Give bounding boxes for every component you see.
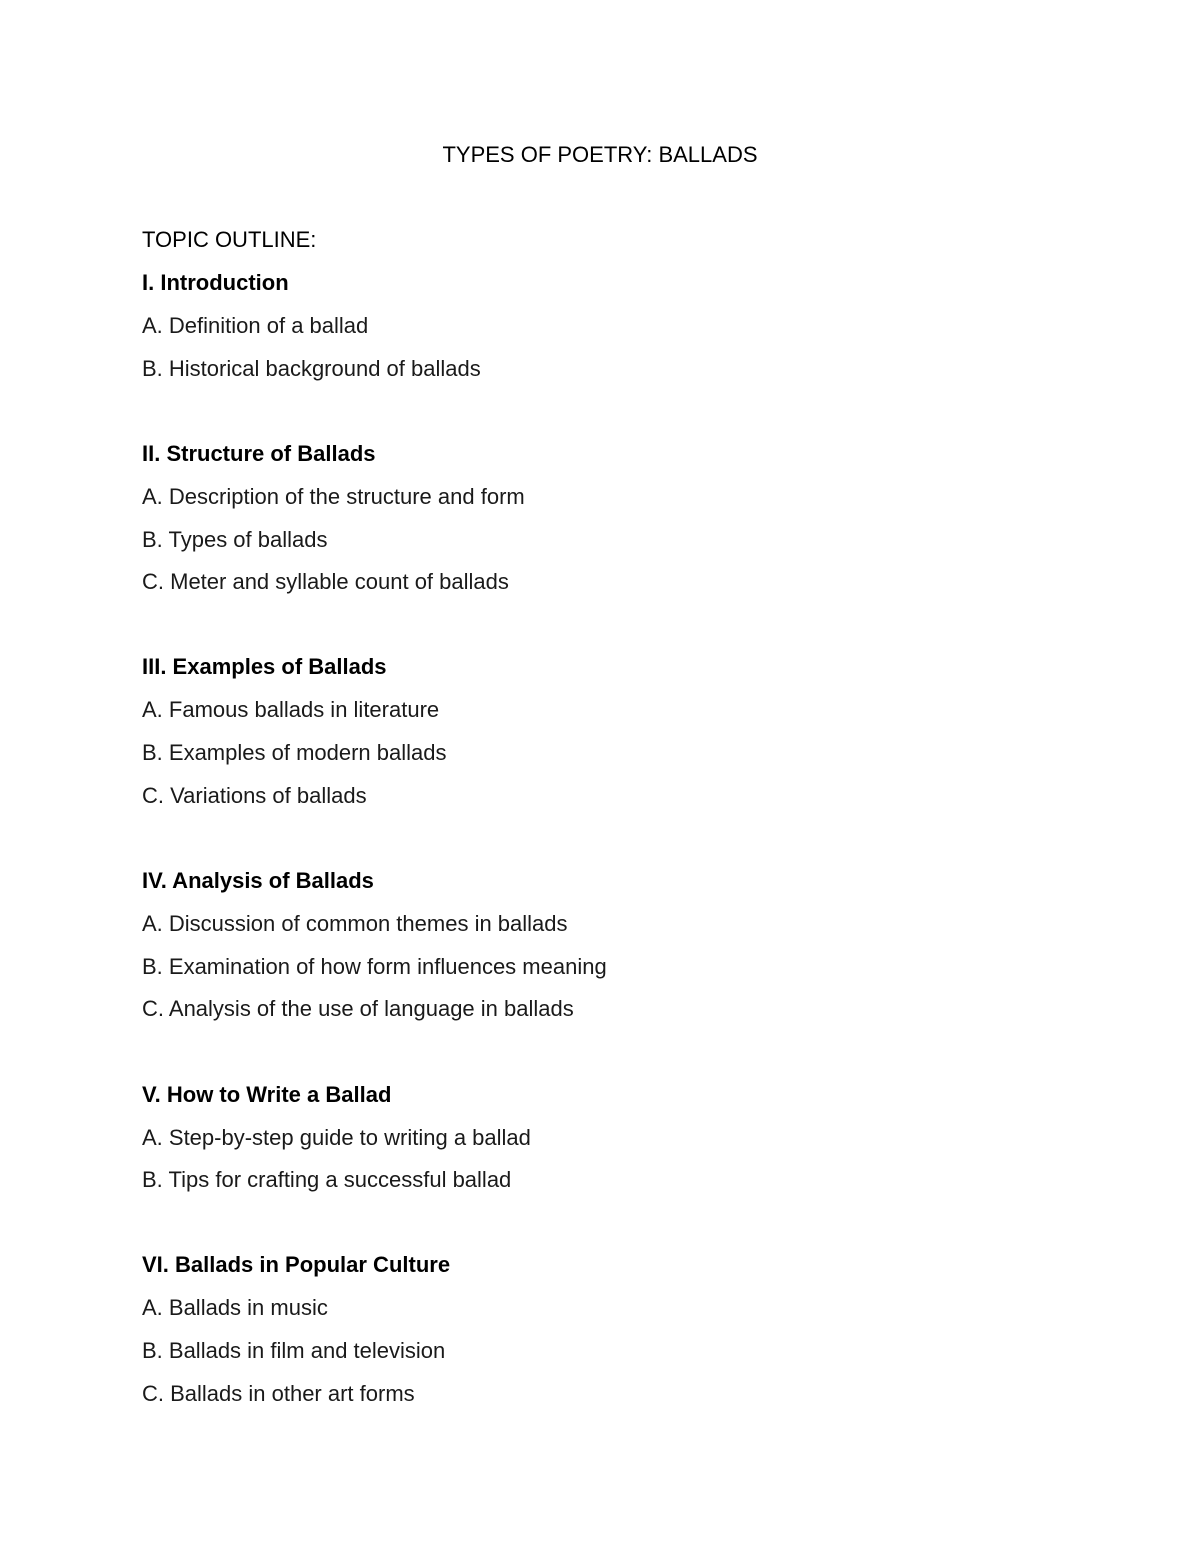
outline-label: TOPIC OUTLINE: — [142, 227, 317, 252]
outline-sections — [142, 269, 1042, 1423]
outline-section — [142, 867, 1042, 1038]
outline-section — [142, 440, 1042, 611]
section-item: B. Types of ballads — [142, 526, 328, 552]
outline-section — [142, 653, 1042, 824]
section-item: C. Ballads in other art forms — [142, 1380, 415, 1406]
section-item: C. Meter and syllable count of ballads — [142, 569, 509, 595]
section-heading: VI. Ballads in Popular Culture — [142, 1252, 451, 1278]
section-item: B. Examination of how form influences meaning — [142, 953, 607, 979]
outline-section — [142, 1081, 1042, 1209]
section-heading: I. Introduction — [142, 270, 289, 295]
section-heading: V. How to Write a Ballad — [142, 1081, 392, 1107]
section-item: B. Historical background of ballads — [142, 355, 481, 381]
outline-section — [142, 1251, 1042, 1422]
section-item: C. Variations of ballads — [142, 782, 367, 808]
section-item: A. Step-by-step guide to writing a ballad — [142, 1124, 531, 1150]
section-item: A. Description of the structure and form — [142, 483, 525, 509]
section-item: B. Ballads in film and television — [142, 1338, 446, 1364]
outline-section — [142, 269, 1042, 397]
section-item: A. Ballads in music — [142, 1295, 328, 1321]
section-heading: III. Examples of Ballads — [142, 654, 387, 680]
topic-outline — [142, 226, 1042, 1465]
section-item: A. Discussion of common themes in ballads — [142, 911, 568, 936]
section-heading: II. Structure of Ballads — [142, 440, 376, 466]
section-item: C. Analysis of the use of language in ballads — [142, 996, 574, 1022]
document-title: TYPES OF POETRY: BALLADS — [442, 142, 758, 167]
section-item: A. Definition of a ballad — [142, 313, 369, 338]
section-item: A. Famous ballads in literature — [142, 697, 440, 723]
section-item: B. Tips for crafting a successful ballad — [142, 1167, 512, 1193]
section-heading: IV. Analysis of Ballads — [142, 868, 374, 893]
section-item: B. Examples of modern ballads — [142, 740, 447, 766]
